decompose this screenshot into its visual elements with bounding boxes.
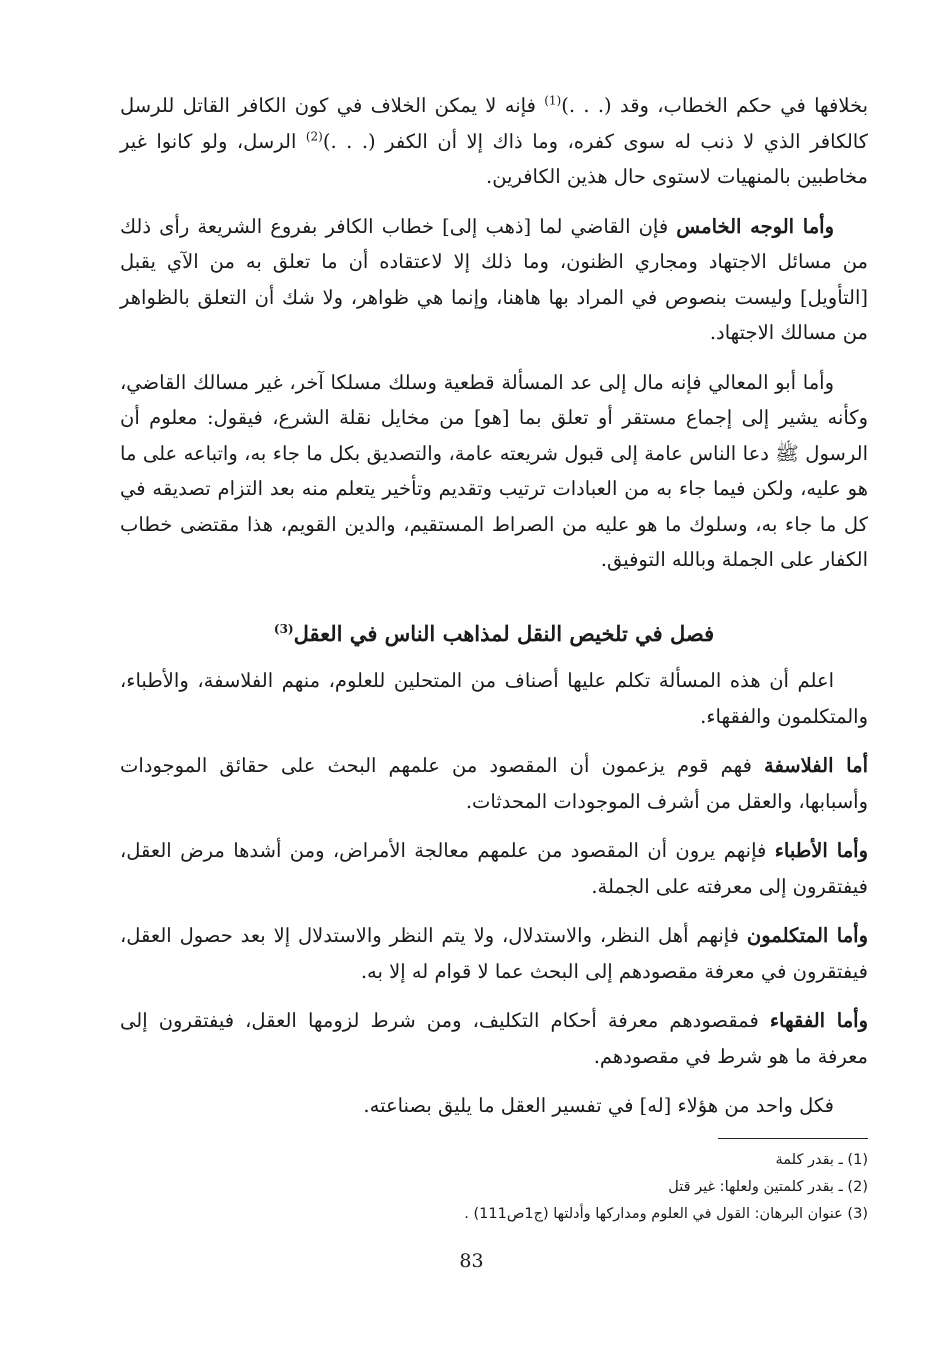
section-heading — [120, 616, 868, 652]
book-page — [120, 88, 868, 1328]
paragraph-6-lead: وأما الأطباء — [774, 839, 868, 862]
paragraph-8-lead: وأما الفقهاء — [769, 1009, 868, 1032]
footnote-ref-3: (3) — [273, 621, 294, 636]
paragraph-6-text: فإنهم يرون أن المقصود من علمهم معالجة الأمراض، ومن أشدها مرض العقل، فيفتقرون إلى معرفته على الجملة. — [120, 839, 868, 898]
paragraph-1-text-b: فإنه لا يمكن الخلاف في كون الكافر القاتل للرسل كالكافر الذي لا ذنب له سوى كفره، وما ذاك إلا أن الكفر (. . .) — [120, 94, 869, 153]
section-heading-text: فصل في تلخيص النقل لمذاهب الناس في العقل — [293, 620, 715, 646]
paragraph-2-lead: وأما الوجه الخامس — [676, 214, 834, 238]
paragraph-5-text: فهم قوم يزعمون أن المقصود من علمهم البحث على حقائق الموجودات وأسبابها، والعقل من أشرف الموجودات المحدثات. — [120, 754, 868, 813]
paragraph-8-text: فمقصودهم معرفة أحكام التكليف، ومن شرط لزومها العقل، فيفتقرون إلى معرفة ما هو شرط في مقصودهم. — [120, 1009, 868, 1068]
paragraph-4-text: اعلم أن هذه المسألة تكلم عليها أصناف من المتحلين للعلوم، منهم الفلاسفة، والأطباء، والمتكلمون والفقهاء. — [120, 669, 868, 728]
footnotes — [120, 1147, 868, 1228]
footnote-3: (3) عنوان البرهان: القول في العلوم ومداركها وأدلتها (ج1ص111) . — [464, 1205, 868, 1222]
paragraph-5-lead: أما الفلاسفة — [763, 754, 868, 777]
paragraph-9-text: فكل واحد من هؤلاء [له] في تفسير العقل ما يليق بصناعته. — [363, 1094, 834, 1117]
paragraph-1 — [120, 88, 868, 195]
paragraph-3-text: وأما أبو المعالي فإنه مال إلى عد المسألة قطعية وسلك مسلكا آخر، غير مسالك القاضي، وكأنه يشير إلى إجماع مستقر أو تعلق بما [هو] من مخايل نقلة الشرع، فيقول: معلوم أن الرسول ﷺ دعا الناس عامة إلى قبول شريعته عامة، والتصديق بكل ما جاء به، واتباعه على ما هو عليه، ولكن فيما جاء به من العبادات ترتيب وتقديم وتأخير يتعلم منه بعد التزام تصديقه في كل ما جاء به، وسلوك ما هو عليه من الصراط المستقيم، والدين القويم، هذا مقتضى خطاب الكفار على الجملة وبالله التوفيق. — [120, 370, 868, 571]
paragraph-8 — [120, 1003, 868, 1074]
footnote-ref-2: (2) — [305, 129, 323, 143]
paragraph-2-text: فإن القاضي لما [ذهب إلى] خطاب الكافر بفروع الشريعة رأى ذلك من مسائل الاجتهاد ومجاري الظنون، وما ذلك إلا لاعتقاده أن ما تعلق به من الآي يقبل [التأويل] وليست بنصوص في المراد بها هاهنا، وإنما هي ظواهر، ولا شك أن التعلق بالظواهر من مسالك الاجتهاد. — [120, 214, 868, 344]
paragraph-9 — [120, 1088, 868, 1124]
paragraph-1-text-a: بخلافها في حكم الخطاب، وقد (. . .) — [561, 94, 868, 117]
paragraph-1-text-c: الرسل، ولو كانوا غير مخاطبين بالمنهيات لاستوى حال هذين الكافرين. — [120, 129, 868, 188]
paragraph-4 — [120, 663, 868, 734]
page-number: 83 — [459, 1250, 484, 1272]
paragraph-3 — [120, 365, 868, 578]
paragraph-5 — [120, 748, 868, 819]
footnote-1: (1) ـ بقدر كلمة — [775, 1151, 868, 1168]
paragraph-7-lead: وأما المتكلمون — [746, 924, 868, 947]
paragraph-7 — [120, 918, 868, 989]
footnote-separator — [718, 1138, 868, 1139]
footnote-ref-1: (1) — [544, 93, 562, 108]
paragraph-2 — [120, 209, 868, 351]
footnote-2: (2) ـ بقدر كلمتين ولعلها: غير قتل — [668, 1178, 868, 1195]
paragraph-7-text: فإنهم أهل النظر، والاستدلال، ولا يتم النظر والاستدلال إلا بعد حصول العقل، فيفتقرون في معرفة مقصودهم إلى البحث عما لا قوام له إلا به. — [120, 924, 868, 983]
paragraph-6 — [120, 833, 868, 904]
